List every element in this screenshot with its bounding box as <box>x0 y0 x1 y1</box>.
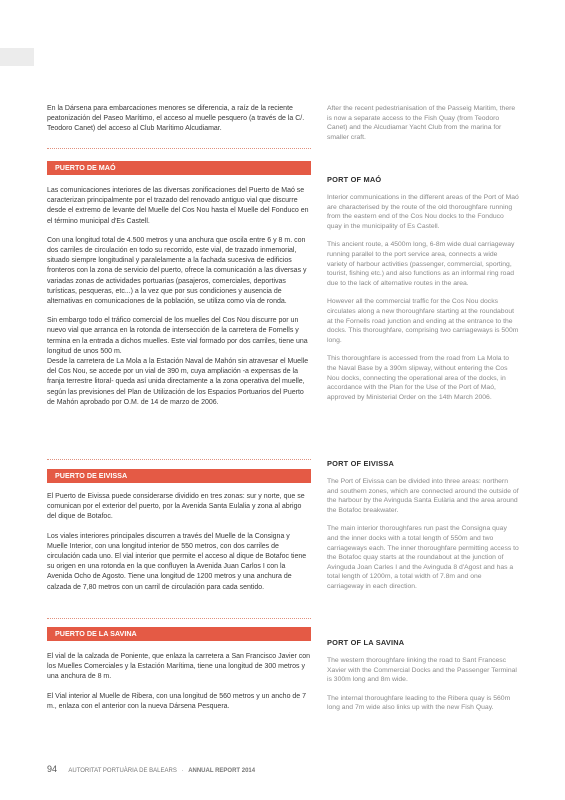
intro-en <box>327 104 519 142</box>
paragraph: Interior communications in the different areas of the Port of Maó are characterised by the route of the old thoroughfare running from the eastern end of the Cos Nou docks to the Fonduco quay in the municipality of Es Castell. <box>327 194 519 230</box>
section-bar-mao: PUERTO DE MAÓ <box>47 161 311 175</box>
section-body-es-mao <box>47 186 311 408</box>
footer-separator: · <box>181 768 184 774</box>
paragraph: The main interior thoroughfares run past the Consigna quay and the inner docks with a total length of 550m and two carriageways each. The inner thoroughfare permitting access to the Botafoc quay starts at the roundabout at the junction of Avinguda Joan Carles I and the Avinguda 8 d'Agost and has a total length of 1200m, a total width of 7.8m and one carriageway in each direction. <box>327 525 519 590</box>
paragraph: Los viales interiores principales discurren a través del Muelle de la Consigna y Muelle Interior, con una longitud interior de 550 metros, con dos carriles de circulación cada uno. El vial interior que permite el acceso al dique de Botafoc tiene su origen en una rotonda en la que confluyen la Avenida Juan Carlos I con la Avenida Ocho de Agosto. Tiene una longitud de 1200 metros y una anchura de calzada de 7,80 metros con un carril de circulación para cada sentido. <box>47 532 307 591</box>
footer-report: ANNUAL REPORT 2014 <box>188 768 256 774</box>
paragraph: Las comunicaciones interiores de las diversas zonificaciones del Puerto de Maó se caracterizan principalmente por el trazado del renovado antiguo vial que discurre desde el extremo de levante del Muelle del Cos Nou hasta el Muelle del Fonduco en el término municipal d'Es Castell. <box>47 187 309 225</box>
paragraph: However all the commercial traffic for the Cos Nou docks circulates along a new thoroughfare starting at the roundabout at the Fornells road junction and ending at the entrance to the docks. This thoroughfare, comprising two carriageways is 500m long. <box>327 298 519 344</box>
section-body-en-savina <box>327 656 519 713</box>
paragraph: The Port of Eivissa can be divided into three areas: northern and southern zones, which are connected around the outside of the harbour by the Avinguda Santa Eulària and the area around the Botafoc breakwater. <box>327 478 519 514</box>
section-bar-eivissa: PUERTO DE EIVISSA <box>47 469 311 483</box>
section-divider <box>47 148 311 149</box>
page-footer <box>47 764 255 774</box>
paragraph: Sin embargo todo el tráfico comercial de los muelles del Cos Nou discurre por un nuevo vial que arranca en la rotonda de intersección de la carretera de Fornells y termina en la entrada a dichos muelles. Este vial formado por dos carriles, tiene una longitud de unos 500 m. Desde la carretera de La Mola a la Estación Naval de Mahón sin atravesar el Muelle del Cos Nou, se accede por un vial de 390 m, cuya ampliación -a expensas de la franja terrestre litoral- queda así unida directamente a la zona operativa del muelle, según las previsiones del Plan de Utilización de los Espacios Portuarios del Puerto de Mahón aprobado por O.M. de 14 de marzo de 2006. <box>47 317 309 406</box>
paragraph: This ancient route, a 4500m long, 6-8m wide dual carriageway running parallel to the port service area, connects a wide variety of harbour activities (passenger, commercial, sporting, tourist, fishing etc.) and also functions as an informal ring road due to the lack of alternative routes in the area. <box>327 241 515 287</box>
section-body-es-eivissa <box>47 492 311 593</box>
paragraph: Con una longitud total de 4.500 metros y una anchura que oscila entre 6 y 8 m. con dos carriles de circulación en todo su recorrido, este vial, de trazado inmemorial, situado siempre longitudinal y paralelamente a la fachada sucesiva de edificios fronteros con la zona de servicio del puerto, ofrece la comunicación a las diversas y variadas zonas de actividades portuarias (pasajeros, comerciales, deportivas turísticas, pesqueras, etc...) a la vez que por sus condiciones y ausencia de alternativas en comunicaciones de la población, se utiliza como vía de ronda. <box>47 236 307 306</box>
paragraph: El Vial interior al Muelle de Ribera, con una longitud de 560 metros y un ancho de 7 m., enlaza con el anterior con la nueva Dársena Pesquera. <box>47 692 307 710</box>
section-body-es-savina <box>47 652 311 712</box>
corner-tab <box>0 48 34 66</box>
paragraph: El vial de la calzada de Poniente, que enlaza la carretera a San Francisco Javier con los Muelles Comerciales y la Estación Marítima, tiene una longitud de 300 metros y una anchura de 8 m. <box>47 653 311 681</box>
section-title-en-mao: PORT OF MAÓ <box>327 175 382 184</box>
intro-es-text: En la Dársena para embarcaciones menores se diferencia, a raíz de la reciente peatonización del Paseo Marítimo, el acceso al muelle pesquero (a través de la C/. Teodoro Canet) del acceso al Club Marítimo Alcudiamar. <box>47 105 305 133</box>
section-divider <box>47 618 311 619</box>
page-number: 94 <box>47 764 58 774</box>
section-divider <box>47 459 311 460</box>
section-body-en-mao <box>327 193 519 402</box>
intro-es <box>47 104 311 135</box>
footer-org: AUTORITAT PORTUÀRIA DE BALEARS <box>68 768 177 774</box>
paragraph: The western thoroughfare linking the road to Sant Francesc Xavier with the Commercial Docks and the Passenger Terminal is 300m long and 8m wide. <box>327 657 517 684</box>
section-title-en-savina: PORT OF LA SAVINA <box>327 638 405 647</box>
intro-en-text: After the recent pedestrianisation of the Passeig Maritim, there is now a separate access to the Fish Quay (from Teodoro Canet) and the Alcudiamar Yacht Club from the marina for smaller craft. <box>327 105 516 141</box>
paragraph: The internal thoroughfare leading to the Ribera quay is 560m long and 7m wide also links up with the new Fish Quay. <box>327 694 511 712</box>
section-body-en-eivissa <box>327 477 519 592</box>
section-bar-savina: PUERTO DE LA SAVINA <box>47 627 311 641</box>
section-title-en-eivissa: PORT OF EIVISSA <box>327 459 395 468</box>
paragraph: This thoroughfare is accessed from the road from La Mola to the Naval Base by a 390m slipway, without entering the Cos Nou docks, connecting the operational area of the docks, in accordance with the Plan for the Use of the Port of Maó, approved by Ministerial Order on the 14th March 2006. <box>327 355 510 401</box>
paragraph: El Puerto de Eivissa puede considerarse dividido en tres zonas: sur y norte, que se comunican por el exterior del puerto, por la Avenida Santa Eulalia y zona al abrigo del dique de Botafoc. <box>47 493 305 521</box>
